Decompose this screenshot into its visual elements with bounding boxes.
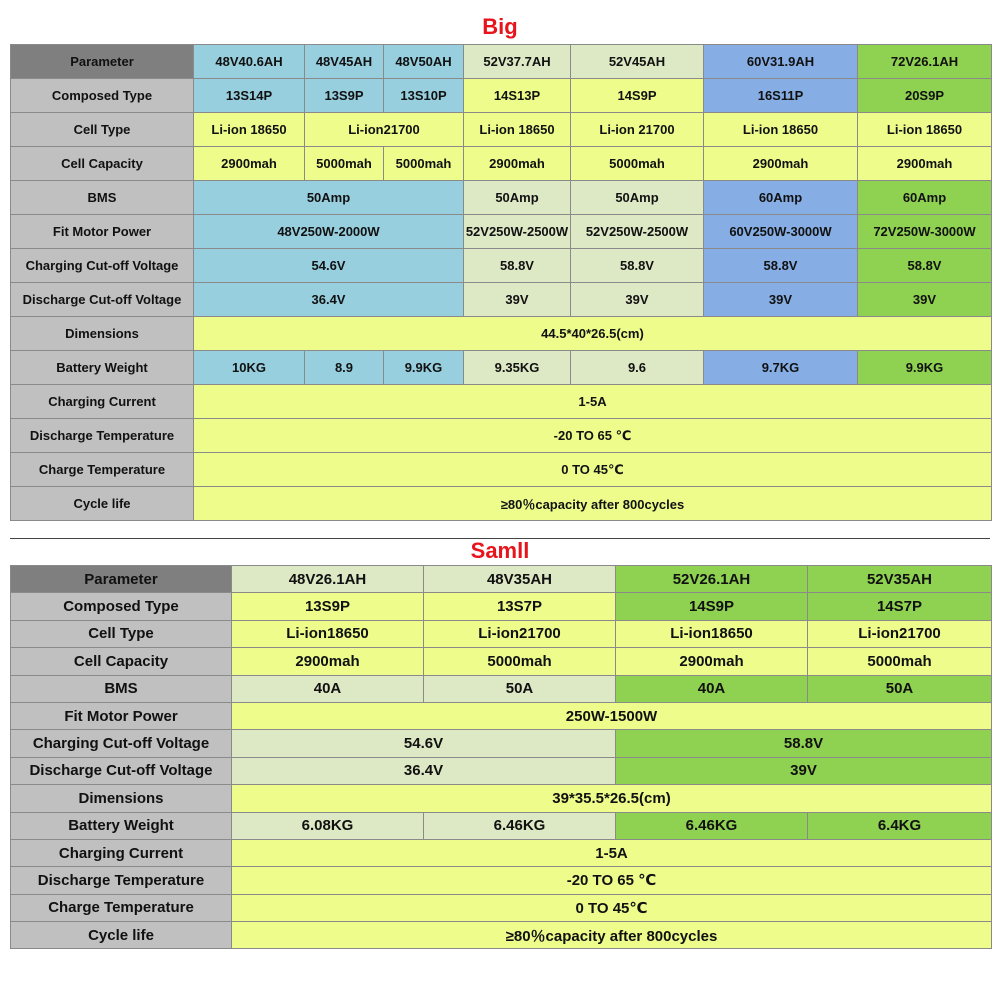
table-cell: 39V [858,283,992,317]
table-cell: 1-5A [232,839,992,866]
table-cell: 13S9P [232,593,424,620]
table-cell: 58.8V [704,249,858,283]
table-cell: 39V [571,283,704,317]
table-cell: 54.6V [194,249,464,283]
table-row [11,922,992,949]
table-cell: ≥80％capacity after 800cycles [232,922,992,949]
row-label: Parameter [11,45,194,79]
table-row [11,648,992,675]
model-header: 52V37.7AH [464,45,571,79]
table-row [11,317,992,351]
table-cell: 13S7P [424,593,616,620]
model-header: 52V35AH [808,566,992,593]
table-row [11,453,992,487]
table-cell: 58.8V [616,730,992,757]
table-cell: Li-ion18650 [232,620,424,647]
table-row [11,113,992,147]
table-row [11,487,992,521]
table-row [11,351,992,385]
model-header: 48V40.6AH [194,45,305,79]
table-row [11,385,992,419]
model-header: 48V35AH [424,566,616,593]
table-cell: Li-ion 18650 [704,113,858,147]
model-header: 48V26.1AH [232,566,424,593]
row-label: Charge Temperature [11,894,232,921]
big-section-title: Big [482,14,518,39]
table-cell: 16S11P [704,79,858,113]
table-cell: 14S9P [616,593,808,620]
table-cell: 52V250W-2500W [571,215,704,249]
table-cell: 44.5*40*26.5(cm) [194,317,992,351]
table-cell: Li-ion 18650 [858,113,992,147]
table-cell: 2900mah [858,147,992,181]
table-cell: 36.4V [194,283,464,317]
table-cell: 14S7P [808,593,992,620]
table-cell: 2900mah [194,147,305,181]
table-cell: 6.46KG [616,812,808,839]
small-spec-table [10,565,992,949]
table-cell: 13S9P [305,79,384,113]
table-row [11,894,992,921]
model-header: 52V45AH [571,45,704,79]
table-cell: 60V250W-3000W [704,215,858,249]
model-header: 72V26.1AH [858,45,992,79]
table-cell: 5000mah [571,147,704,181]
table-cell: Li-ion21700 [305,113,464,147]
table-row [11,730,992,757]
table-row [11,419,992,453]
row-label: Charging Cut-off Voltage [11,249,194,283]
table-cell: Li-ion 18650 [194,113,305,147]
table-cell: 10KG [194,351,305,385]
table-cell: 13S14P [194,79,305,113]
table-cell: 8.9 [305,351,384,385]
table-cell: 9.7KG [704,351,858,385]
table-row [11,283,992,317]
table-cell: 40A [232,675,424,702]
model-header: 60V31.9AH [704,45,858,79]
row-label: Cycle life [11,487,194,521]
row-label: Battery Weight [11,812,232,839]
table-cell: 50Amp [571,181,704,215]
table-row [11,757,992,784]
row-label: Charging Current [11,385,194,419]
row-label: Cell Type [11,113,194,147]
row-label: Discharge Cut-off Voltage [11,283,194,317]
table-cell: 9.9KG [384,351,464,385]
table-cell: 39V [616,757,992,784]
table-row [11,147,992,181]
table-row [11,181,992,215]
table-cell: 1-5A [194,385,992,419]
table-cell: 58.8V [571,249,704,283]
row-label: Fit Motor Power [11,215,194,249]
table-row [11,867,992,894]
table-cell: 2900mah [704,147,858,181]
table-row [11,839,992,866]
table-cell: 40A [616,675,808,702]
table-cell: 6.4KG [808,812,992,839]
table-cell: 6.08KG [232,812,424,839]
row-label: Charging Cut-off Voltage [11,730,232,757]
table-row [11,812,992,839]
table-cell: 0 TO 45℃ [232,894,992,921]
row-label: Charge Temperature [11,453,194,487]
table-cell: 39V [704,283,858,317]
table-cell: ≥80％capacity after 800cycles [194,487,992,521]
table-cell: 14S13P [464,79,571,113]
table-cell: 72V250W-3000W [858,215,992,249]
table-cell: 5000mah [808,648,992,675]
table-cell: 5000mah [384,147,464,181]
model-header: 48V45AH [305,45,384,79]
row-label: Cell Capacity [11,147,194,181]
table-cell: 20S9P [858,79,992,113]
row-label: Dimensions [11,785,232,812]
table-cell: 9.35KG [464,351,571,385]
row-label: Discharge Temperature [11,867,232,894]
table-cell: 6.46KG [424,812,616,839]
model-header: 48V50AH [384,45,464,79]
table-cell: Li-ion21700 [424,620,616,647]
row-label: Dimensions [11,317,194,351]
table-cell: Li-ion 21700 [571,113,704,147]
table-cell: 9.9KG [858,351,992,385]
table-cell: 14S9P [571,79,704,113]
table-cell: 13S10P [384,79,464,113]
row-label: Cycle life [11,922,232,949]
table-cell: 36.4V [232,757,616,784]
row-label: BMS [11,675,232,702]
table-cell: 39*35.5*26.5(cm) [232,785,992,812]
row-label: Battery Weight [11,351,194,385]
row-label: Composed Type [11,593,232,620]
table-row [11,45,992,79]
row-label: Parameter [11,566,232,593]
table-cell: 54.6V [232,730,616,757]
table-cell: 50Amp [464,181,571,215]
table-cell: 50A [808,675,992,702]
table-cell: 52V250W-2500W [464,215,571,249]
table-cell: 39V [464,283,571,317]
row-label: Composed Type [11,79,194,113]
table-row [11,593,992,620]
table-cell: 58.8V [858,249,992,283]
table-cell: Li-ion18650 [616,620,808,647]
table-row [11,620,992,647]
table-cell: -20 TO 65 ℃ [194,419,992,453]
table-row [11,215,992,249]
big-spec-table [10,44,992,521]
table-row [11,249,992,283]
table-cell: Li-ion 18650 [464,113,571,147]
table-cell: 60Amp [858,181,992,215]
table-cell: 9.6 [571,351,704,385]
table-cell: 2900mah [232,648,424,675]
table-cell: 50A [424,675,616,702]
row-label: Discharge Cut-off Voltage [11,757,232,784]
row-label: Cell Capacity [11,648,232,675]
table-row [11,675,992,702]
row-label: Fit Motor Power [11,702,232,729]
table-cell: 5000mah [424,648,616,675]
table-cell: 58.8V [464,249,571,283]
table-cell: 0 TO 45℃ [194,453,992,487]
table-cell: -20 TO 65 ℃ [232,867,992,894]
table-cell: 2900mah [616,648,808,675]
row-label: BMS [11,181,194,215]
table-cell: Li-ion21700 [808,620,992,647]
small-section-title: Samll [470,538,530,563]
table-cell: 2900mah [464,147,571,181]
row-label: Cell Type [11,620,232,647]
table-cell: 5000mah [305,147,384,181]
row-label: Charging Current [11,839,232,866]
model-header: 52V26.1AH [616,566,808,593]
table-cell: 50Amp [194,181,464,215]
table-row [11,702,992,729]
table-row [11,566,992,593]
table-row [11,79,992,113]
row-label: Discharge Temperature [11,419,194,453]
table-cell: 48V250W-2000W [194,215,464,249]
table-cell: 60Amp [704,181,858,215]
table-row [11,785,992,812]
table-cell: 250W-1500W [232,702,992,729]
